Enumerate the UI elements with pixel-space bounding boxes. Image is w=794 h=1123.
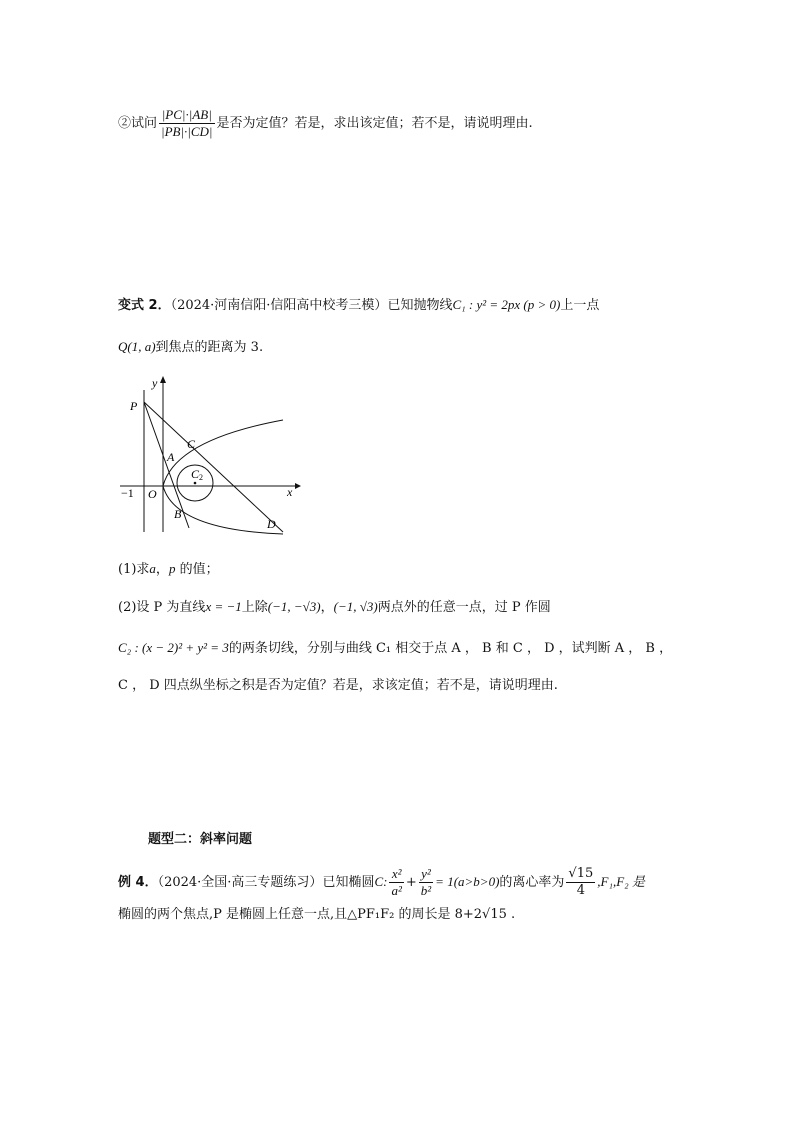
ratio-denominator: |PB|·|CD| <box>161 124 213 139</box>
y-fraction-num: y² <box>419 866 433 883</box>
y-axis-arrow <box>160 376 166 383</box>
part-2-text-a: (2)设 P 为直线 <box>118 600 206 615</box>
question-2-line <box>118 104 533 144</box>
part-1-var-a: a <box>149 561 156 576</box>
example-4-line-2-text: 椭圆的两个焦点,P 是椭圆上任意一点,且△PF₁F₂ 的周长是 8+2√15 . <box>118 907 516 922</box>
part-2-point-2: (−1, √3) <box>333 599 378 614</box>
x-fraction-den: a² <box>391 883 402 898</box>
label-c: C <box>187 437 196 451</box>
label-b: B <box>174 507 182 521</box>
part-2-line-2 <box>118 638 672 659</box>
ratio-numerator: |PC|·|AB| <box>159 107 215 124</box>
circle-equation: C₂ : (x − 2)² + y² = 3 <box>118 640 229 655</box>
ratio-fraction <box>159 107 215 140</box>
example-4-source: （2024·全国·高三专题练习） <box>157 875 323 890</box>
ellipse-name: C: <box>374 874 388 889</box>
label-y: y <box>152 376 158 390</box>
variant-2-text-a: 已知抛物线 <box>387 298 453 313</box>
eccentricity-den: 4 <box>576 883 585 898</box>
ellipse-condition: = 1(a>b>0) <box>435 874 500 889</box>
example-4-text-a: 已知椭圆 <box>322 875 375 890</box>
part-2-line-3-text: C ， D 四点纵坐标之积是否为定值？若是，求该定值；若不是，请说明理由. <box>118 678 558 693</box>
part-1-line <box>118 559 219 580</box>
example-4-line-1 <box>118 860 645 904</box>
part-2-line-eq: x = −1 <box>205 599 242 614</box>
label-p: P <box>130 399 138 413</box>
geometry-figure <box>115 372 315 552</box>
part-2-text-b: 上除 <box>241 600 268 615</box>
label-a: A <box>167 450 175 464</box>
example-4-text-c: ,F₁,F₂ 是 <box>597 874 645 889</box>
part-1-text-b: ， <box>155 562 169 577</box>
parabola-equation: C₁ : y² = 2px (p > 0) <box>452 297 561 312</box>
label-c2-sub: 2 <box>199 473 204 482</box>
part-1-var-p: p <box>168 561 176 576</box>
label-o: O <box>148 487 157 501</box>
y-fraction <box>419 866 433 899</box>
variant-2-label: 变式 2． <box>118 298 171 313</box>
label-c2 <box>191 467 203 482</box>
eccentricity-fraction <box>566 866 595 899</box>
variant-2-text-b: 上一点 <box>560 298 600 313</box>
part-1-text-c: 的值； <box>175 562 219 577</box>
example-4-label: 例 4． <box>118 875 158 890</box>
part-2-line-2-text: 的两条切线，分别与曲线 C₁ 相交于点 A ， B 和 C ， D ，试判断 A ， B ， <box>228 641 673 656</box>
question-2-suffix: 是否为定值？若是，求出该定值；若不是，请说明理由. <box>216 116 533 131</box>
x-axis-arrow <box>295 483 301 489</box>
x-fraction-num: x² <box>389 866 403 883</box>
part-2-point-1: (−1, −√3) <box>267 599 321 614</box>
label-neg1: −1 <box>121 486 134 500</box>
example-4-line-2 <box>118 905 515 925</box>
label-d: D <box>267 517 276 531</box>
part-2-line <box>118 597 551 618</box>
eccentricity-num: √15 <box>568 866 594 881</box>
part-1-text-a: (1)求 <box>118 562 150 577</box>
variant-2-line-2 <box>118 337 263 358</box>
tangent-line-pb <box>144 402 189 528</box>
part-2-text-c: ， <box>320 600 334 615</box>
variant-2-line-1 <box>118 295 599 316</box>
label-c2-main: C <box>191 467 200 481</box>
tangent-line-pd <box>144 402 283 532</box>
part-2-text-d: 两点外的任意一点，过 P 作圆 <box>377 600 551 615</box>
point-q: Q(1, a) <box>118 339 156 354</box>
circle-center-dot <box>194 482 197 485</box>
x-fraction <box>389 866 403 899</box>
plus-sign: + <box>405 875 417 890</box>
label-x: x <box>287 485 293 499</box>
part-2-line-3 <box>118 676 558 696</box>
section-title: 题型二：斜率问题 <box>148 832 253 847</box>
question-2-prefix: ②试问 <box>118 116 158 131</box>
example-4-text-b: 的离心率为 <box>499 875 565 890</box>
variant-2-source: （2024·河南信阳·信阳高中校考三模） <box>170 298 388 313</box>
variant-2-line-2-text: 到焦点的距离为 3. <box>155 340 264 355</box>
y-fraction-den: b² <box>420 883 432 898</box>
